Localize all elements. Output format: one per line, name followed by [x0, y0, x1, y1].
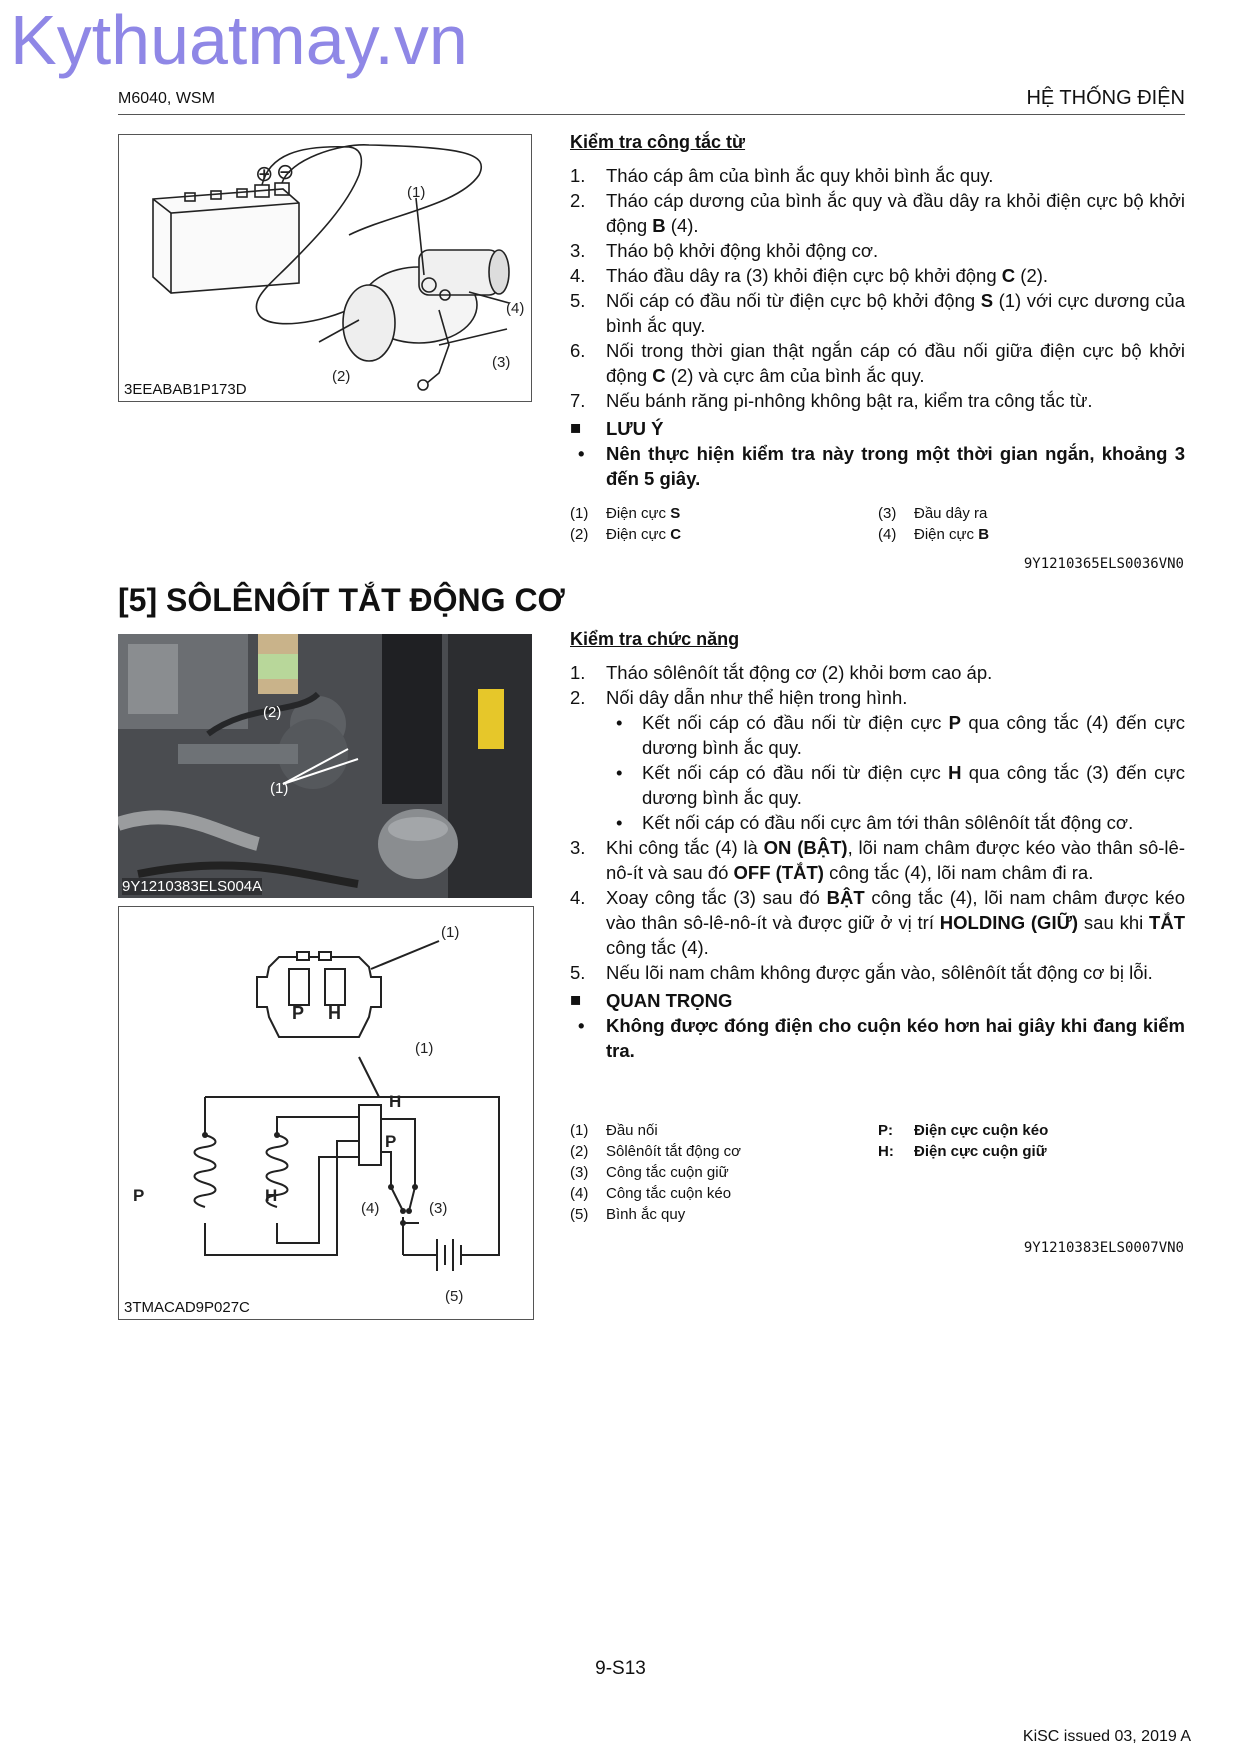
- fig3-label-3: (3): [429, 1200, 448, 1217]
- section-heading: [5] SÔLÊNÔÍT TẮT ĐỘNG CƠ: [118, 582, 565, 618]
- list-item: 5. Nếu lõi nam châm không được gắn vào, sôlênôít tắt động cơ bị lỗi.: [570, 962, 1153, 983]
- manual-code: M6040, WSM: [118, 90, 215, 107]
- list-item: • Kết nối cáp có đầu nối từ điện cực P qua công tắc (4) đến cực dương bình ắc quy.: [616, 712, 1185, 758]
- legend-item: H: Điện cực cuộn giữ: [878, 1143, 1047, 1160]
- chapter-title: HỆ THỐNG ĐIỆN: [1026, 87, 1185, 109]
- fig1-label-1: (1): [407, 184, 426, 201]
- list-item: 3. Tháo bộ khởi động khỏi động cơ.: [570, 240, 879, 261]
- list-item: 2. Tháo cáp dương của bình ắc quy và đầu dây ra khỏi điện cực bộ khởi động B (4).: [570, 190, 1185, 236]
- circuit-p-label: P: [385, 1132, 397, 1151]
- list-item: 1. Tháo sôlênôít tắt động cơ (2) khỏi bơm cao áp.: [570, 662, 993, 683]
- note-heading: ■ QUAN TRỌNG: [570, 989, 733, 1011]
- watermark-logo: Kythuatmay.vn: [10, 1, 468, 79]
- legend-item: (3) Đầu dây ra: [878, 505, 988, 522]
- list-item: 1. Tháo cáp âm của bình ắc quy khỏi bình ắc quy.: [570, 165, 994, 186]
- legend-item: (2) Điện cực C: [570, 526, 682, 543]
- step-list: [570, 163, 1185, 413]
- square-bullet-icon: ■: [570, 989, 582, 1010]
- fig3-label-1b: (1): [415, 1040, 434, 1057]
- minus-terminal-icon: ⊖: [276, 159, 295, 184]
- note-body: • Nên thực hiện kiểm tra này trong một thời gian ngắn, khoảng 3 đến 5 giây.: [578, 443, 1185, 489]
- fig1-label-4: (4): [506, 300, 525, 317]
- list-item: 6. Nối trong thời gian thật ngắn cáp có đầu nối giữa điện cực bộ khởi động C (2) và cực âm của bình ắc quy.: [570, 340, 1185, 386]
- fig3-label-1a: (1): [441, 924, 460, 941]
- fig3-code: 3TMACAD9P027C: [124, 1299, 250, 1316]
- square-bullet-icon: ■: [570, 417, 582, 438]
- legend-right: [878, 1120, 1178, 1162]
- legend-item: (4) Công tắc cuộn kéo: [570, 1185, 732, 1202]
- list-item: 4. Xoay công tắc (3) sau đó BẬT công tắc (4), lõi nam châm được kéo vào thân sô-lê-nô-ít và được giữ ở vị trí HOLDING (GIỮ) sau khi TẮT công tắc (4).: [570, 887, 1186, 958]
- starter-wiring-drawing: [119, 135, 531, 401]
- reference-code: 9Y1210365ELS0036VN0: [1023, 556, 1184, 572]
- fig1-code: 3EEABAB1P173D: [124, 381, 247, 398]
- legend-item: (4) Điện cực B: [878, 526, 990, 543]
- reference-code: 9Y1210383ELS0007VN0: [1023, 1240, 1184, 1256]
- connector-h-label: H: [328, 1003, 341, 1023]
- photo-label-1: (1): [270, 780, 289, 797]
- step-list: [570, 660, 1185, 985]
- engine-photo-illustration: [118, 634, 532, 898]
- section-title: Kiểm tra công tắc từ: [570, 132, 746, 152]
- plus-terminal-icon: ⊕: [255, 161, 274, 186]
- note-heading: ■ LƯU Ý: [570, 417, 664, 439]
- note-body: • Không được đóng điện cho cuộn kéo hơn hai giây khi đang kiểm tra.: [578, 1015, 1185, 1061]
- legend-left: [570, 1120, 870, 1225]
- list-item: 3. Khi công tắc (4) là ON (BẬT), lõi nam châm được kéo vào thân sô-lê-nô-ít và sau đó OFF (TẮT) công tắc (4), lõi nam châm đi ra.: [570, 837, 1185, 883]
- list-item: 5. Nối cáp có đầu nối từ điện cực bộ khởi động S (1) với cực dương của bình ắc quy.: [570, 290, 1185, 336]
- sub-list: [570, 710, 1185, 835]
- engine-photo: [118, 634, 532, 898]
- page-number: 9-S13: [595, 1658, 646, 1679]
- legend-right: [878, 503, 1178, 545]
- connector-p-label: P: [292, 1003, 305, 1023]
- solenoid-circuit-figure: [118, 906, 534, 1320]
- magnetic-switch-section: [570, 130, 1185, 491]
- fig3-label-5: (5): [445, 1288, 464, 1305]
- fig3-label-4: (4): [361, 1200, 380, 1217]
- legend-item: (2) Sôlênôít tắt động cơ: [570, 1143, 741, 1160]
- list-item: 4. Tháo đầu dây ra (3) khỏi điện cực bộ khởi động C (2).: [570, 265, 1049, 286]
- legend-item: (1) Điện cực S: [570, 505, 681, 522]
- issue-note: KiSC issued 03, 2019 A: [1022, 1728, 1191, 1745]
- photo-code: 9Y1210383ELS004A: [122, 878, 263, 895]
- function-check-section: [570, 627, 1185, 1063]
- section-title: Kiểm tra chức năng: [570, 629, 740, 649]
- legend-item: (5) Bình ắc quy: [570, 1206, 686, 1223]
- circuit-h-label: H: [389, 1092, 402, 1111]
- solenoid-circuit-drawing: [119, 907, 533, 1319]
- hold-coil-label: H: [265, 1186, 278, 1205]
- list-item: 2. Nối dây dẫn như thể hiện trong hình. • Kết nối cáp có đầu nối từ điện cực P qua công tắc (4) đến cực dương bình ắc quy. • Kết nối cáp có đầu nối từ điện cực H qua công tắc (3) đến cực dương bình ắc quy. • Kết nối cáp có đầu nối cực âm tới thân sôlênôít tắt động cơ.: [570, 687, 1185, 833]
- list-item: • Kết nối cáp có đầu nối cực âm tới thân sôlênôít tắt động cơ.: [616, 812, 1134, 833]
- legend-item: P: Điện cực cuộn kéo: [878, 1122, 1049, 1139]
- starter-test-figure: [118, 134, 532, 402]
- legend-item: (3) Công tắc cuộn giữ: [570, 1164, 729, 1181]
- header-divider: [118, 114, 1185, 115]
- legend-left: [570, 503, 870, 545]
- photo-label-2: (2): [263, 704, 282, 721]
- list-item: • Kết nối cáp có đầu nối từ điện cực H qua công tắc (3) đến cực dương bình ắc quy.: [616, 762, 1185, 808]
- pull-coil-label: P: [133, 1186, 145, 1205]
- legend-item: (1) Đầu nối: [570, 1122, 658, 1139]
- fig1-label-3: (3): [492, 354, 511, 371]
- list-item: 7. Nếu bánh răng pi-nhông không bật ra, kiểm tra công tắc từ.: [570, 390, 1093, 411]
- fig1-label-2: (2): [332, 368, 351, 385]
